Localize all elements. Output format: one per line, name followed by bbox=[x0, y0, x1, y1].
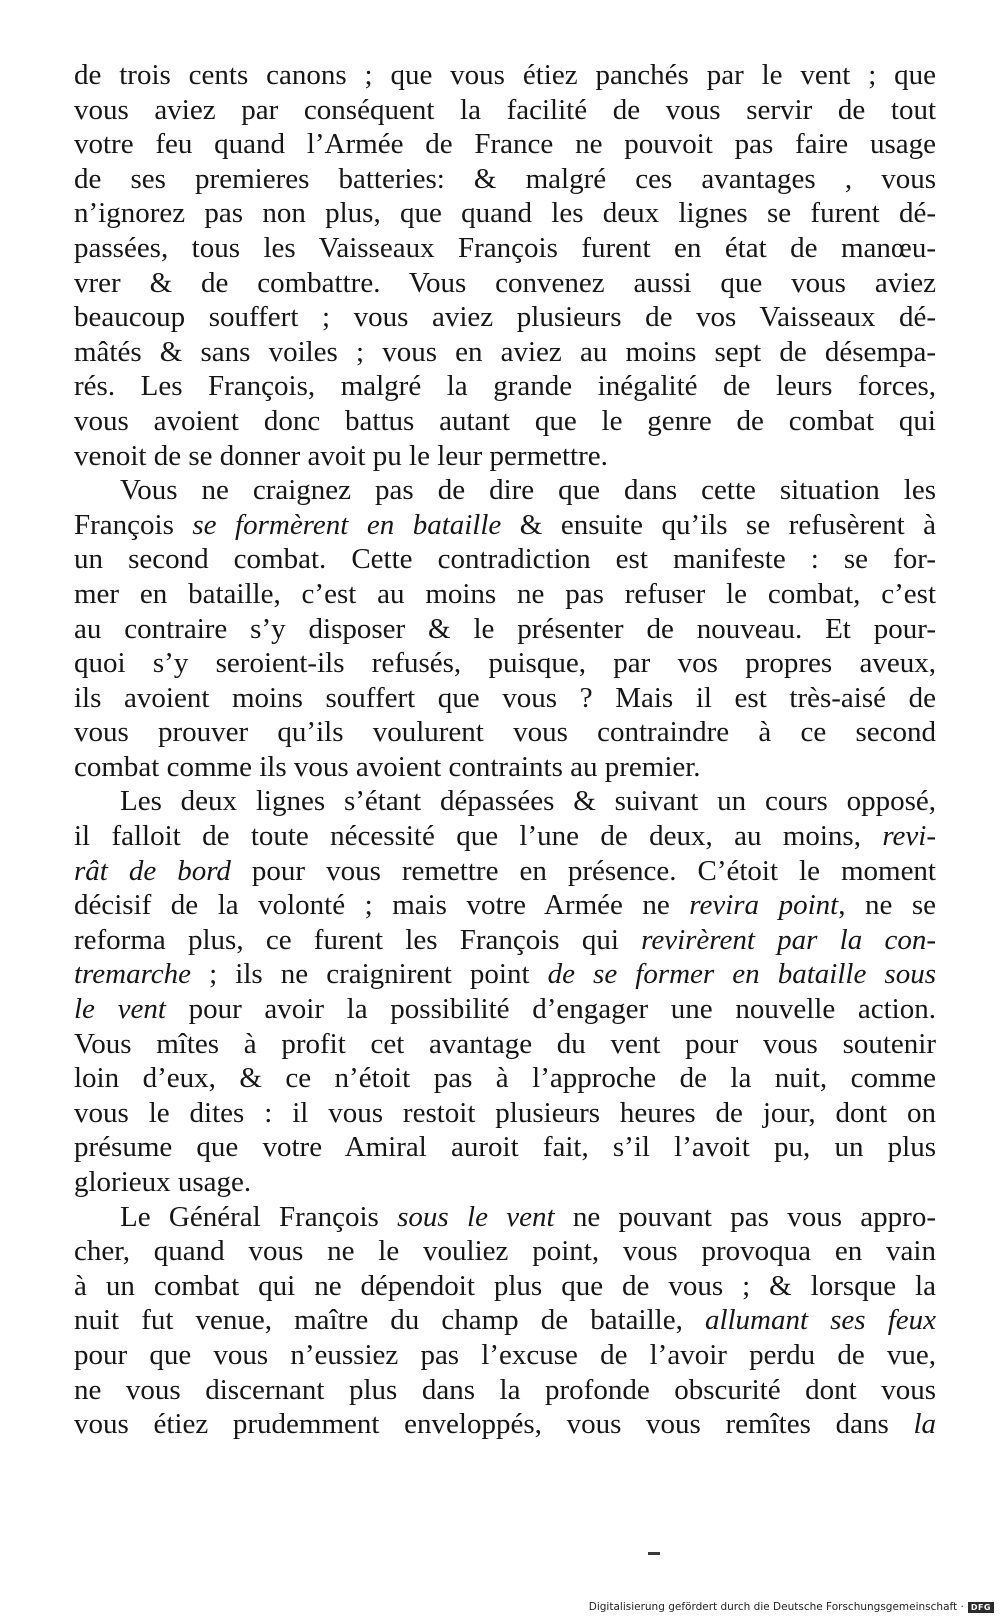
text-line: venoit de se donner avoit pu le leur permettre. bbox=[74, 439, 608, 472]
page-ink-mark bbox=[648, 1552, 660, 1555]
text-line: combat comme ils vous avoient contraints au premier. bbox=[74, 750, 701, 783]
text-line: n’ignorez pas non plus, que quand les deux lignes se furent dé- bbox=[74, 197, 936, 230]
text-line: glorieux usage. bbox=[74, 1166, 252, 1198]
text-line: nuit fut venue, maître du champ de bataille, allumant ses feux bbox=[74, 1304, 936, 1337]
text-line: rés. Les François, malgré la grande inégalité de leurs forces, bbox=[74, 370, 936, 403]
text-line: de trois cents canons ; que vous étiez panchés par le vent ; que bbox=[74, 59, 936, 91]
dfg-logo-icon: DFG bbox=[968, 1602, 994, 1613]
text-line: Vous mîtes à profit cet avantage du vent pour vous soutenir bbox=[74, 1027, 936, 1060]
text-line: François se formèrent en bataille & ensuite qu’ils se refusèrent à bbox=[74, 508, 936, 541]
text-line: décisif de la volonté ; mais votre Armée ne revira point, ne se bbox=[74, 889, 936, 922]
text-line: présume que votre Amiral auroit fait, s’il l’avoit pu, un plus bbox=[74, 1131, 936, 1164]
digitization-footer bbox=[589, 1601, 994, 1613]
text-line: ils avoient moins souffert que vous ? Mais il est très-aisé de bbox=[74, 681, 936, 714]
text-line: cher, quand vous ne le vouliez point, vous provoqua en vain bbox=[74, 1235, 936, 1268]
text-line: loin d’eux, & ce n’étoit pas à l’approche de la nuit, comme bbox=[74, 1062, 936, 1095]
text-line: Vous ne craignez pas de dire que dans cette situation les bbox=[120, 474, 936, 507]
text-line: passées, tous les Vaisseaux François furent en état de manœu- bbox=[74, 231, 936, 264]
text-line: tremarche ; ils ne craignirent point de se former en bataille sous bbox=[74, 958, 936, 991]
page-body-text bbox=[74, 58, 936, 1442]
text-line: vous prouver qu’ils voulurent vous contraindre à ce second bbox=[74, 716, 936, 749]
text-line: pour que vous n’eussiez pas l’excuse de l’avoir perdu de vue, bbox=[74, 1338, 936, 1371]
text-line: quoi s’y seroient-ils refusés, puisque, par vos propres aveux, bbox=[74, 647, 936, 680]
text-line: de ses premieres batteries: & malgré ces avantages , vous bbox=[74, 162, 936, 195]
text-line: vous avoient donc battus autant que le genre de combat qui bbox=[74, 404, 936, 437]
text-line: vrer & de combattre. Vous convenez aussi que vous aviez bbox=[74, 266, 936, 299]
text-line: Les deux lignes s’étant dépassées & suivant un cours opposé, bbox=[120, 785, 936, 818]
text-line: à un combat qui ne dépendoit plus que de vous ; & lorsque la bbox=[74, 1269, 936, 1302]
text-line: rât de bord pour vous remettre en présence. C’étoit le moment bbox=[74, 854, 936, 887]
text-line: mer en bataille, c’est au moins ne pas refuser le combat, c’est bbox=[74, 577, 936, 610]
text-line: mâtés & sans voiles ; vous en aviez au moins sept de désempa- bbox=[74, 335, 936, 368]
footer-credit-text: Digitalisierung gefördert durch die Deutsche Forschungsgemeinschaft · bbox=[588, 1601, 964, 1613]
text-line: il falloit de toute nécessité que l’une de deux, au moins, revi- bbox=[74, 820, 936, 853]
text-line: vous étiez prudemment enveloppés, vous vous remîtes dans la bbox=[74, 1408, 936, 1441]
text-line: au contraire s’y disposer & le présenter de nouveau. Et pour- bbox=[74, 612, 936, 645]
text-line: le vent pour avoir la possibilité d’engager une nouvelle action. bbox=[74, 993, 936, 1026]
text-line: beaucoup souffert ; vous aviez plusieurs de vos Vaisseaux dé- bbox=[74, 301, 936, 334]
text-line: vous le dites : il vous restoit plusieurs heures de jour, dont on bbox=[74, 1096, 936, 1129]
text-line: un second combat. Cette contradiction est manifeste : se for- bbox=[74, 543, 936, 576]
text-line: reforma plus, ce furent les François qui revirèrent par la con- bbox=[74, 923, 936, 956]
text-line: vous aviez par conséquent la facilité de vous servir de tout bbox=[74, 93, 936, 126]
text-line: votre feu quand l’Armée de France ne pouvoit pas faire usage bbox=[74, 128, 936, 161]
text-line: ne vous discernant plus dans la profonde obscurité dont vous bbox=[74, 1373, 936, 1406]
text-line: Le Général François sous le vent ne pouvant pas vous appro- bbox=[120, 1200, 936, 1233]
